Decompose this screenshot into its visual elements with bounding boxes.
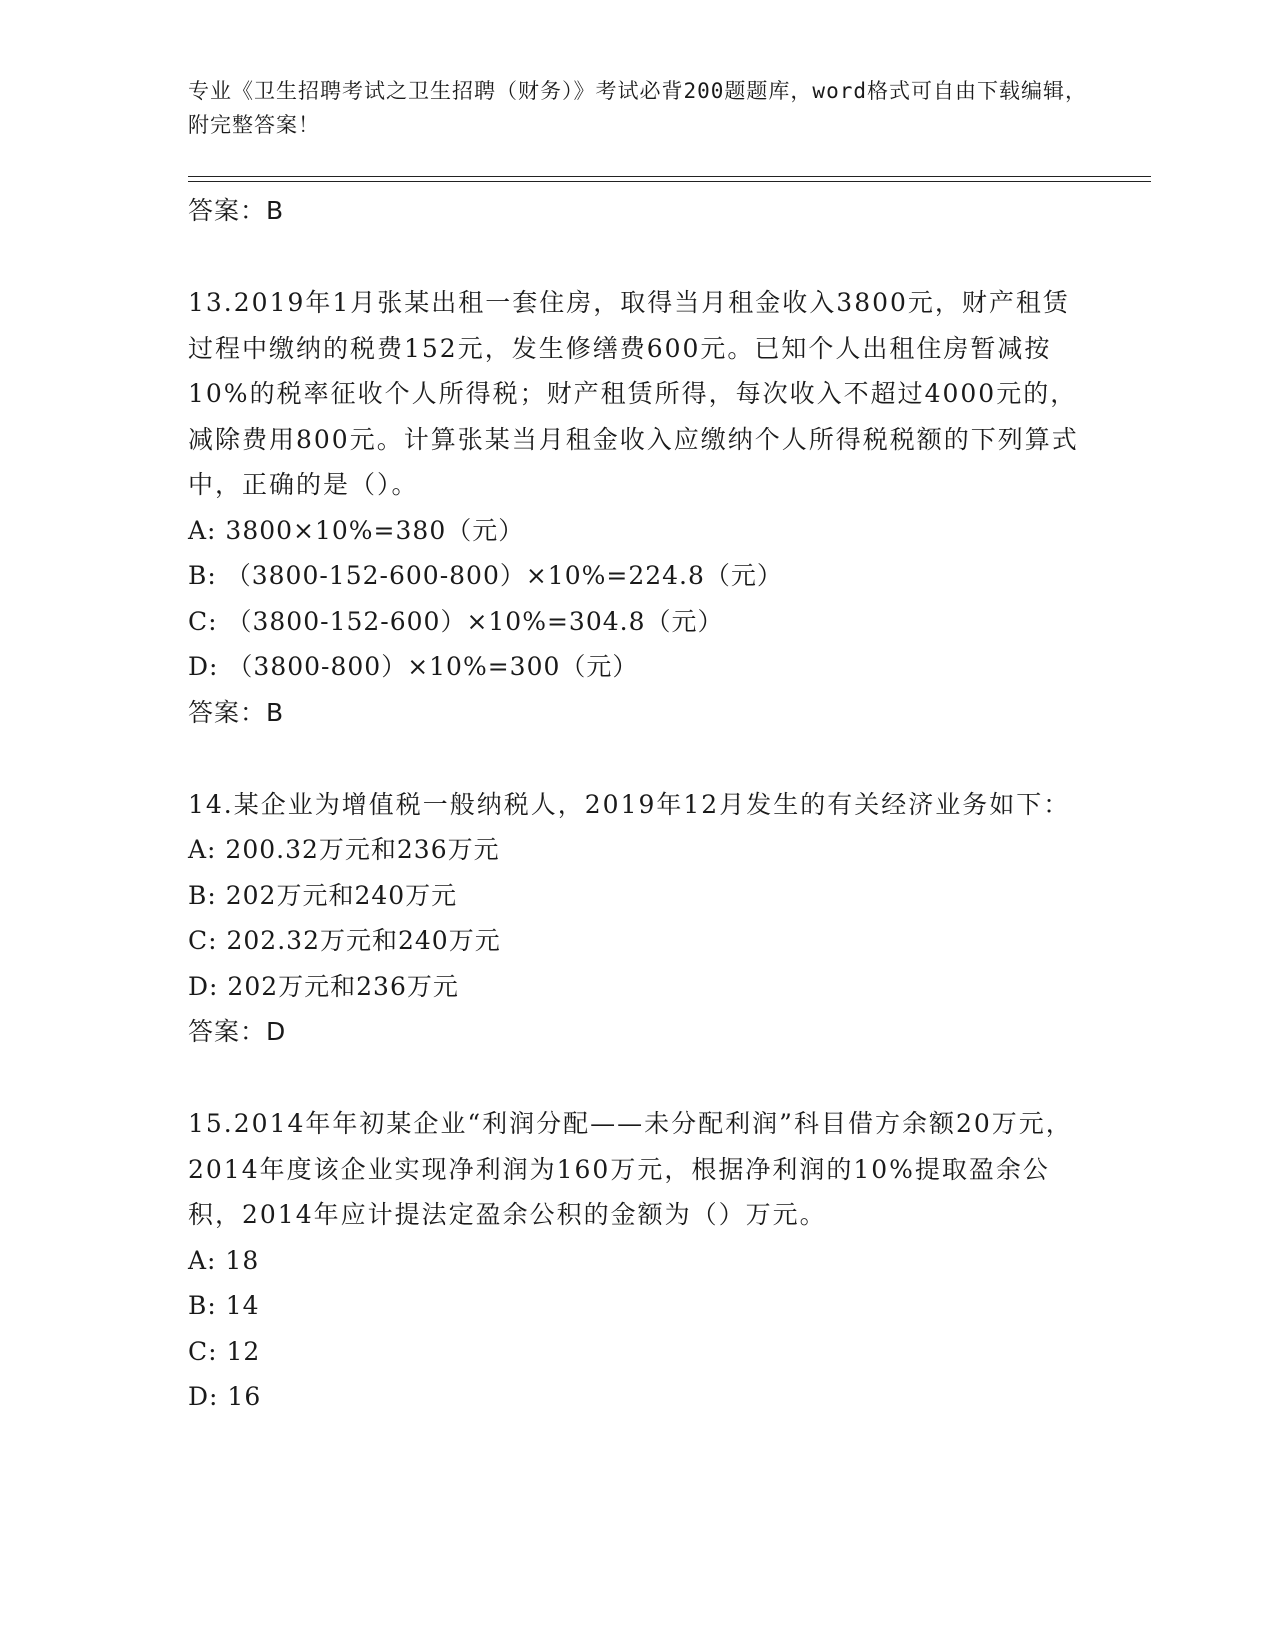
question-13 [188,280,1088,736]
option-a: A: 18 [188,1245,260,1275]
option-b: B: 14 [188,1291,260,1320]
answer-label: 答案：B [188,697,285,727]
option-d: D: 16 [188,1382,262,1411]
option-c: C: 202.32万元和240万元 [188,926,501,955]
option-b: B: 202万元和240万元 [188,880,458,910]
question-text: 14.某企业为增值税一般纳税人，2019年12月发生的有关经济业务如下： [188,789,1071,819]
option-b: B: （3800-152-600-800）×10%=224.8（元） [188,561,783,590]
document-header: 专业《卫生招聘考试之卫生招聘（财务）》考试必背200题题库，word格式可自由下载编辑，附完整答案！ [188,79,1087,137]
answer-label: 答案：D [188,1017,287,1046]
option-c: C: （3800-152-600）×10%=304.8（元） [188,606,724,636]
question-14 [188,782,1088,1056]
option-c: C: 12 [188,1336,261,1366]
question-text: 15.2014年年初某企业“利润分配——未分配利润”科目借方余额20万元，2014年度该企业实现净利润为160万元，根据净利润的10%提取盈余公积，2014年应计提法定盈余公积的金额为（）万元。 [188,1109,1073,1229]
header-rule-top [188,176,1151,177]
option-d: D: 202万元和236万元 [188,971,459,1001]
header-rule-bottom [188,181,1151,182]
question-text: 13.2019年1月张某出租一套住房，取得当月租金收入3800元，财产租赁过程中缴纳的税费152元，发生修缮费600元。已知个人出租住房暂减按10%的税率征收个人所得税；财产租赁所得，每次收入不超过4000元的，减除费用800元。计算张某当月租金收入应缴纳个人所得税税额的下列算式中，正确的是（）。 [188,288,1079,499]
option-a: A: 3800×10%=380（元） [188,515,525,545]
option-d: D: （3800-800）×10%=300（元） [188,652,639,681]
previous-answer: 答案：B [188,196,285,225]
question-content [188,188,1088,1420]
question-15 [188,1101,1088,1420]
option-a: A: 200.32万元和236万元 [188,835,500,864]
